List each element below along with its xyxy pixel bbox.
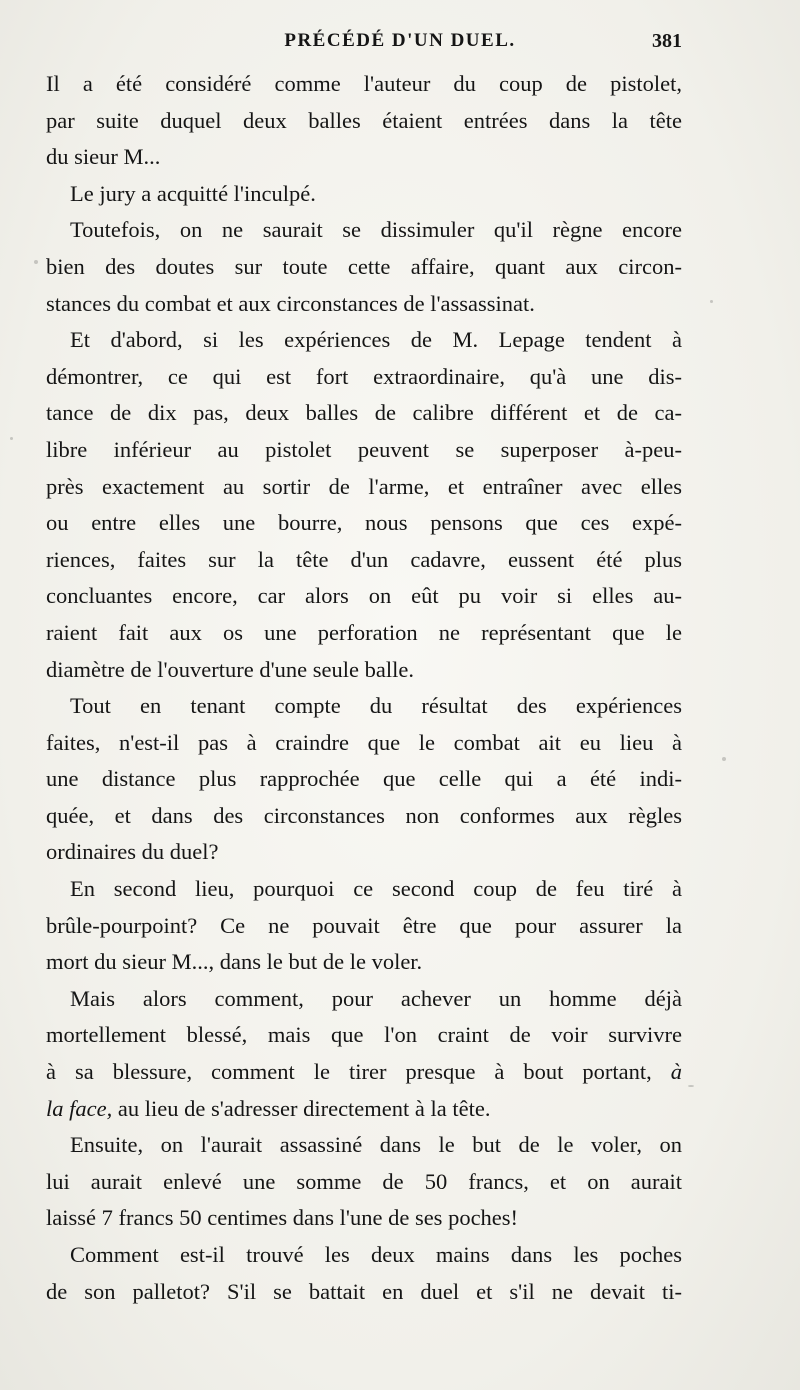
text-line: brûle-pourpoint? Ce ne pouvait être que pour assurer la	[46, 912, 682, 938]
text-line: tance de dix pas, deux balles de calibre différent et de ca-	[46, 400, 682, 426]
text-line: démontrer, ce qui est fort extraordinaire, qu'à une dis-	[46, 363, 682, 389]
running-title: PRÉCÉDÉ D'UN DUEL.	[284, 30, 516, 51]
text-line: Le jury a acquitté l'inculpé.	[70, 180, 316, 206]
text-line: de son palletot? S'il se battait en duel et s'il ne devait ti-	[46, 1278, 682, 1304]
text-line: lui aurait enlevé une somme de 50 francs, et on aurait	[46, 1168, 682, 1194]
paper-speck	[10, 437, 13, 440]
text-line: Il a été considéré comme l'auteur du coup de pistolet,	[46, 71, 682, 96]
text-line: mortellement blessé, mais que l'on craint de voir survivre	[46, 1022, 682, 1048]
body-text	[46, 66, 682, 1310]
text-line: riences, faites sur la tête d'un cadavre, eussent été plus	[46, 546, 682, 572]
text-line: Comment est-il trouvé les deux mains dans les poches	[70, 1242, 682, 1267]
text-line: laissé 7 francs 50 centimes dans l'une de ses poches!	[46, 1205, 519, 1231]
text-line: Tout en tenant compte du résultat des expériences	[70, 693, 682, 719]
text-line: Mais alors comment, pour achever un homme déjà	[70, 985, 682, 1011]
text-line	[46, 1054, 682, 1091]
paper-speck	[722, 757, 726, 761]
text-line: quée, et dans des circonstances non conformes aux règles	[46, 802, 682, 828]
paper-speck	[710, 300, 713, 303]
text-line: par suite duquel deux balles étaient entrées dans la tête	[46, 107, 682, 133]
text-line	[46, 1091, 682, 1128]
italic-text: la face,	[46, 1095, 113, 1121]
text-line: libre inférieur au pistolet peuvent se superposer à-peu-	[46, 436, 682, 462]
text-line: raient fait aux os une perforation ne représentant que le	[46, 619, 682, 645]
text-line: diamètre de l'ouverture d'une seule balle.	[46, 656, 414, 682]
paper-speck	[688, 1085, 694, 1087]
text-line: concluantes encore, car alors on eût pu voir si elles au-	[46, 583, 682, 609]
text-line: ou entre elles une bourre, nous pensons que ces expé-	[46, 510, 682, 536]
text-line: En second lieu, pourquoi ce second coup de feu tiré à	[70, 876, 682, 902]
text-line: près exactement au sortir de l'arme, et entraîner avec elles	[46, 473, 682, 499]
text-line: mort du sieur M..., dans le but de le voler.	[46, 949, 423, 975]
text-line: bien des doutes sur toute cette affaire, quant aux circon-	[46, 253, 682, 279]
text-line: Et d'abord, si les expériences de M. Lepage tendent à	[70, 327, 682, 353]
text-line: une distance plus rapprochée que celle qui a été indi-	[46, 766, 682, 792]
text-line: stances du combat et aux circonstances de l'assassinat.	[46, 290, 535, 316]
text-line: Toutefois, on ne saurait se dissimuler qu'il règne encore	[70, 217, 682, 243]
italic-text: à	[670, 1059, 683, 1085]
text-line: ordinaires du duel?	[46, 839, 219, 865]
text-segment: à sa blessure, comment le tirer presque à bout portant,	[46, 1059, 652, 1085]
text-line: faites, n'est-il pas à craindre que le combat ait eu lieu à	[46, 729, 682, 755]
paper-speck	[34, 260, 38, 264]
text-line: Ensuite, on l'aurait assassiné dans le but de le voler, on	[70, 1132, 682, 1158]
text-segment: au lieu de s'adresser directement à la tête.	[117, 1095, 491, 1121]
text-line: du sieur M...	[46, 144, 161, 170]
page-number: 381	[652, 30, 682, 52]
running-head	[0, 30, 800, 56]
